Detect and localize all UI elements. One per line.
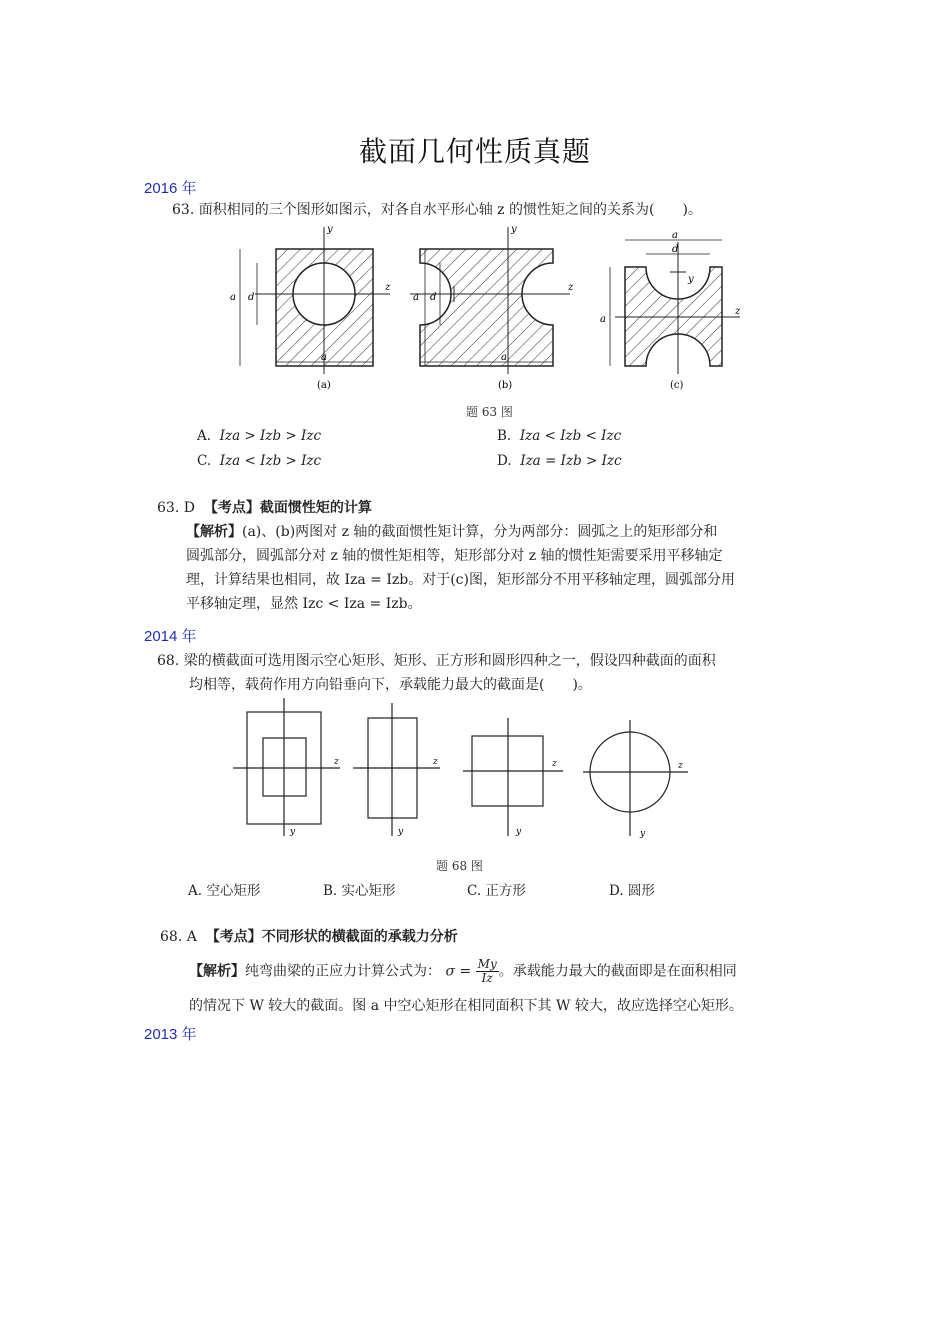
axis-z-label: z [385, 282, 391, 293]
dim-d-label: d [430, 292, 437, 303]
axis-y-label: y [640, 829, 646, 839]
page-title: 截面几何性质真题 [358, 135, 591, 168]
question-text: 面积相同的三个图形如图示，对各自水平形心轴 z 的惯性矩之间的关系为( )。 [198, 202, 702, 218]
fig-label-c: (c) [670, 380, 684, 391]
option-b: B. 实心矩形 [323, 883, 396, 899]
formula-sigma: σ = [445, 963, 472, 980]
axis-y-label: y [398, 827, 404, 837]
figure-68-caption: 题 68 图 [436, 859, 483, 873]
answer-68-analysis-line1: 【解析】纯弯曲梁的正应力计算公式为： σ = $\frac{My}{Iz}$ 。承载能力最大的截面即是在面积相同 [189, 957, 737, 985]
question-number: 63. [172, 202, 195, 218]
axis-z-label: z [568, 282, 574, 293]
axis-y-label: y [511, 224, 517, 235]
dim-d-label: d [248, 292, 255, 303]
dim-a-label: a [600, 314, 606, 325]
answer-63-analysis: 【解析】(a)、(b)两图对 z 轴的截面惯性矩计算，分为两部分：圆弧之上的矩形部分和 圆弧部分，圆弧部分对 z 轴的惯性矩相等，矩形部分对 z 轴的惯性矩需要采用平移轴定 理，计算结果也相同，故 Iza = Izb。对于(c)图，矩形部分不用平移轴定理，圆弧部分用 平移轴定理，显然 Izc < Iza = Izb。 [186, 524, 735, 612]
year-heading-2013: 2013 年 [144, 1026, 197, 1043]
question-63 [172, 198, 702, 222]
dim-a-label: a [413, 292, 419, 303]
dim-a-label: a [501, 352, 507, 363]
figure-63-caption: 题 63 图 [466, 405, 513, 419]
axis-y-label: y [688, 274, 694, 285]
axis-z-label: z [433, 757, 438, 767]
option-a: A. 空心矩形 [188, 883, 261, 899]
axis-y-label: y [290, 827, 296, 837]
axis-z-label: z [735, 306, 741, 317]
dim-a-label: a [672, 230, 678, 241]
option-d: D. Iza = Izb > Izc [497, 453, 622, 469]
option-d: D. 圆形 [609, 883, 655, 899]
figure-63a [230, 224, 391, 391]
axis-y-label: y [327, 224, 333, 235]
option-c: C. Iza < Izb > Izc [197, 453, 322, 469]
year-heading-2014: 2014 年 [144, 628, 197, 645]
dim-d-label: d [672, 244, 679, 255]
option-a: A. Iza > Izb > Izc [197, 428, 322, 444]
question-68: 68. 梁的横截面可选用图示空心矩形、矩形、正方形和圆形四种之一，假设四种截面的面积 均相等，载荷作用方向铅垂向下，承载能力最大的截面是( )。 [157, 653, 716, 693]
answer-63-head: 63. D 【考点】截面惯性矩的计算 [157, 500, 372, 516]
figure-63b [410, 224, 574, 391]
dim-a-label: a [321, 352, 327, 363]
option-c: C. 正方形 [467, 883, 526, 899]
formula-fraction: $\frac{My}{Iz}$ [477, 957, 497, 985]
year-heading-2016: 2016 年 [144, 180, 197, 197]
axis-y-label: y [516, 827, 522, 837]
axis-z-label: z [552, 759, 557, 769]
answer-68-head: 68. A 【考点】不同形状的横截面的承载力分析 [160, 929, 458, 945]
figure-68 [228, 698, 698, 848]
figure-63c [600, 230, 741, 391]
fig-label-b: (b) [498, 380, 513, 391]
answer-68-analysis-line2: 的情况下 W 较大的截面。图 a 中空心矩形在相同面积下其 W 较大，故应选择空心矩形。 [189, 998, 743, 1014]
axis-z-label: z [334, 757, 339, 767]
fig-label-a: (a) [317, 380, 331, 391]
option-b: B. Iza < Izb < Izc [497, 428, 622, 444]
dim-a-label: a [230, 292, 236, 303]
axis-z-label: z [678, 761, 683, 771]
figure-63 [200, 222, 760, 402]
